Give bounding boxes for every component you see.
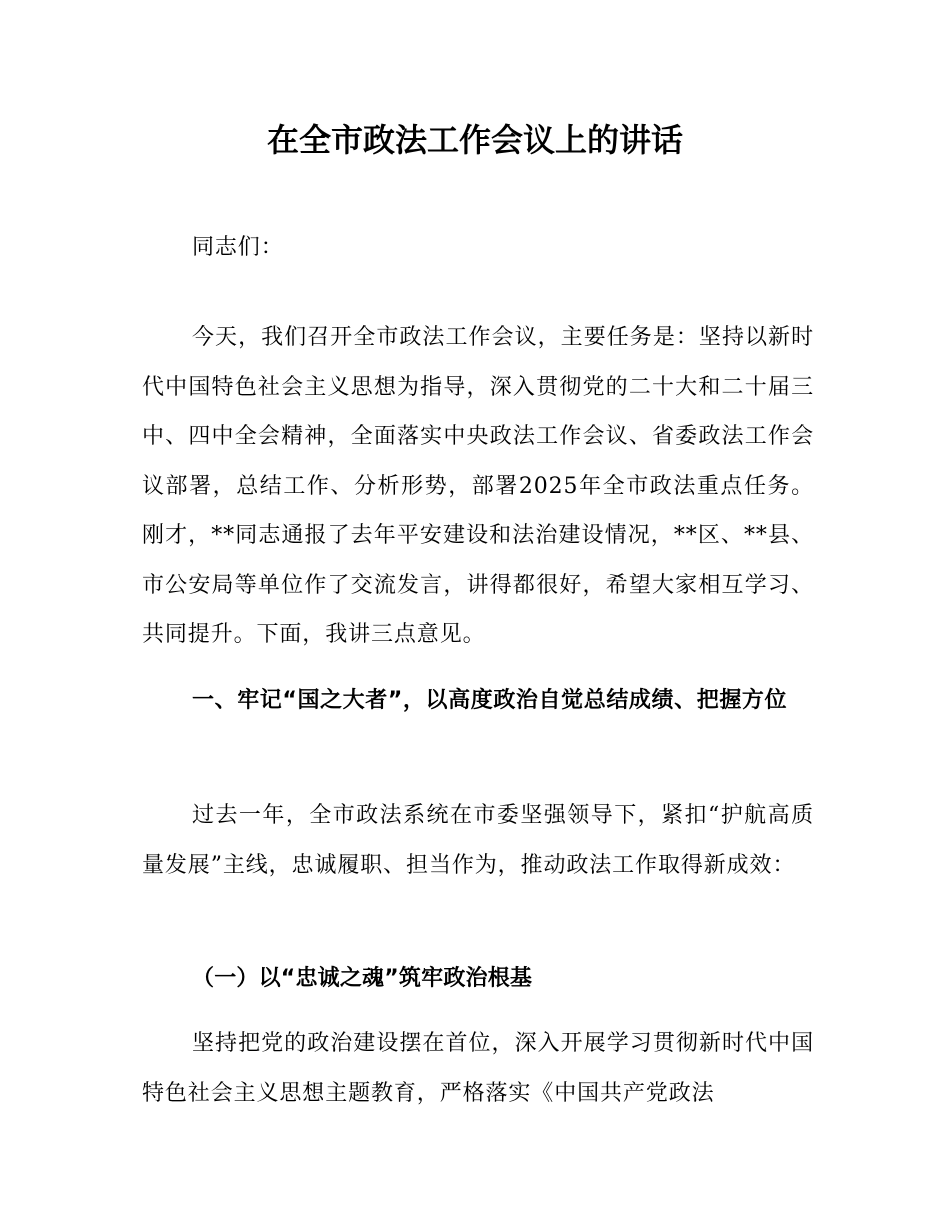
document-title: 在全市政法工作会议上的讲话 [266, 121, 683, 159]
intro-paragraph: 今天，我们召开全市政法工作会议，主要任务是：坚持以新时代中国特色社会主义思想为指导，深入贯彻党的二十大和二十届三中、四中全会精神，全面落实中央政法工作会议、省委政法工作会议部署，总结工作、分析形势，部署2025年全市政法重点任务。刚才，**同志通报了去年平安建设和法治建设情况，**区、**县、市公安局等单位作了交流发言，讲得都很好，希望大家相互学习、共同提升。下面，我讲三点意见。 [142, 325, 814, 647]
subsection-paragraph-1: 坚持把党的政治建设摆在首位，深入开展学习贯彻新时代中国特色社会主义思想主题教育，严格落实《中国共产党政法 [142, 1031, 814, 1106]
section-paragraph-1: 过去一年，全市政法系统在市委坚强领导下，紧扣“护航高质量发展”主线，忠诚履职、担当作为，推动政法工作取得新成效： [142, 803, 814, 878]
subsection-heading-1: （一）以“忠诚之魂”筑牢政治根基 [192, 966, 533, 991]
salutation: 同志们： [192, 235, 284, 260]
section-heading-1: 一、牢记“国之大者”，以高度政治自觉总结成绩、把握方位 [192, 688, 788, 713]
